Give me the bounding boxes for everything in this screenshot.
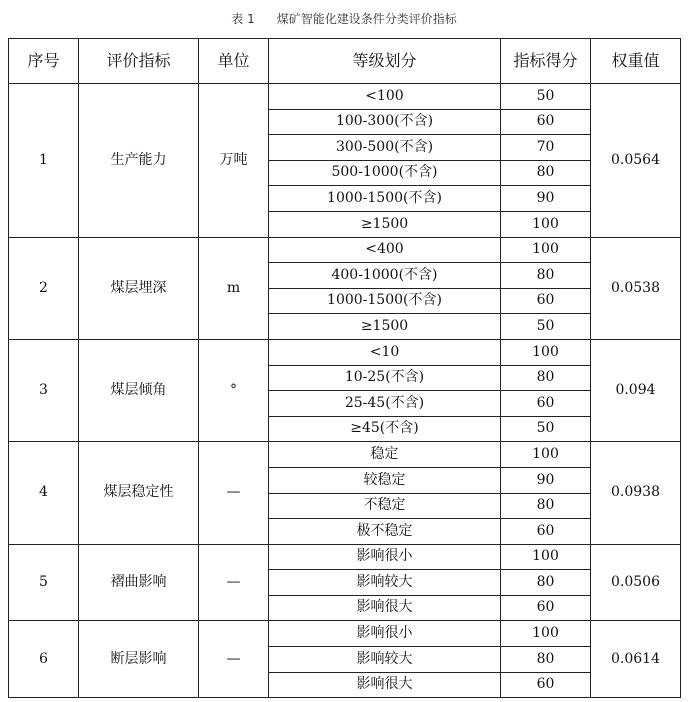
level-cell: 10-25(不含) xyxy=(269,365,501,391)
indicator-cell: 生产能力 xyxy=(79,84,199,238)
level-cell: 300-500(不含) xyxy=(269,135,501,161)
row-number-cell: 5 xyxy=(9,544,79,621)
score-cell: 80 xyxy=(501,493,591,519)
score-cell: 80 xyxy=(501,263,591,289)
table-title: 煤矿智能化建设条件分类评价指标 xyxy=(276,12,457,26)
header-cell: 权重值 xyxy=(591,39,681,84)
level-cell: 极不稳定 xyxy=(269,519,501,545)
row-number-cell: 3 xyxy=(9,339,79,441)
table-row xyxy=(9,442,681,468)
score-cell: 100 xyxy=(501,211,591,237)
header-cell: 单位 xyxy=(199,39,269,84)
level-cell: <100 xyxy=(269,84,501,110)
score-cell: 80 xyxy=(501,365,591,391)
level-cell: ≥1500 xyxy=(269,211,501,237)
unit-cell: — xyxy=(199,442,269,544)
header-cell: 序号 xyxy=(9,39,79,84)
score-cell: 50 xyxy=(501,84,591,110)
score-cell: 80 xyxy=(501,570,591,596)
score-cell: 50 xyxy=(501,416,591,442)
score-cell: 60 xyxy=(501,288,591,314)
unit-cell: ° xyxy=(199,339,269,441)
level-cell: 100-300(不含) xyxy=(269,109,501,135)
level-cell: ≥45(不含) xyxy=(269,416,501,442)
score-cell: 50 xyxy=(501,314,591,340)
weight-cell: 0.0506 xyxy=(591,544,681,621)
table-row xyxy=(9,339,681,365)
weight-cell: 0.0538 xyxy=(591,237,681,339)
level-cell: 影响较大 xyxy=(269,570,501,596)
score-cell: 70 xyxy=(501,135,591,161)
indicator-cell: 煤层稳定性 xyxy=(79,442,199,544)
level-cell: 影响较大 xyxy=(269,647,501,673)
table-row xyxy=(9,237,681,263)
level-cell: 较稳定 xyxy=(269,467,501,493)
score-cell: 100 xyxy=(501,339,591,365)
score-cell: 60 xyxy=(501,519,591,545)
table-row xyxy=(9,84,681,110)
level-cell: 不稳定 xyxy=(269,493,501,519)
score-cell: 60 xyxy=(501,109,591,135)
weight-cell: 0.0614 xyxy=(591,621,681,698)
table-row xyxy=(9,544,681,570)
indicator-cell: 煤层倾角 xyxy=(79,339,199,441)
level-cell: 影响很大 xyxy=(269,672,501,698)
unit-cell: — xyxy=(199,621,269,698)
level-cell: <400 xyxy=(269,237,501,263)
unit-cell: — xyxy=(199,544,269,621)
level-cell: 影响很小 xyxy=(269,544,501,570)
score-cell: 100 xyxy=(501,544,591,570)
level-cell: 1000-1500(不含) xyxy=(269,288,501,314)
row-number-cell: 6 xyxy=(9,621,79,698)
score-cell: 90 xyxy=(501,467,591,493)
weight-cell: 0.0564 xyxy=(591,84,681,238)
level-cell: 影响很大 xyxy=(269,595,501,621)
score-cell: 100 xyxy=(501,442,591,468)
table-number: 表 1 xyxy=(231,12,255,26)
indicator-cell: 煤层埋深 xyxy=(79,237,199,339)
level-cell: 稳定 xyxy=(269,442,501,468)
level-cell: 25-45(不含) xyxy=(269,391,501,417)
score-cell: 60 xyxy=(501,595,591,621)
header-cell: 评价指标 xyxy=(79,39,199,84)
header-row xyxy=(9,39,681,84)
row-number-cell: 4 xyxy=(9,442,79,544)
header-cell: 等级划分 xyxy=(269,39,501,84)
level-cell: <10 xyxy=(269,339,501,365)
level-cell: 400-1000(不含) xyxy=(269,263,501,289)
level-cell: 500-1000(不含) xyxy=(269,160,501,186)
weight-cell: 0.094 xyxy=(591,339,681,441)
level-cell: 1000-1500(不含) xyxy=(269,186,501,212)
level-cell: 影响很小 xyxy=(269,621,501,647)
header-cell: 指标得分 xyxy=(501,39,591,84)
table-row xyxy=(9,621,681,647)
row-number-cell: 1 xyxy=(9,84,79,238)
score-cell: 90 xyxy=(501,186,591,212)
row-number-cell: 2 xyxy=(9,237,79,339)
indicator-cell: 褶曲影响 xyxy=(79,544,199,621)
score-cell: 100 xyxy=(501,237,591,263)
weight-cell: 0.0938 xyxy=(591,442,681,544)
unit-cell: m xyxy=(199,237,269,339)
score-cell: 60 xyxy=(501,391,591,417)
score-cell: 80 xyxy=(501,160,591,186)
evaluation-table xyxy=(8,38,681,698)
table-caption xyxy=(0,10,688,27)
unit-cell: 万吨 xyxy=(199,84,269,238)
score-cell: 80 xyxy=(501,647,591,673)
indicator-cell: 断层影响 xyxy=(79,621,199,698)
level-cell: ≥1500 xyxy=(269,314,501,340)
score-cell: 100 xyxy=(501,621,591,647)
score-cell: 60 xyxy=(501,672,591,698)
